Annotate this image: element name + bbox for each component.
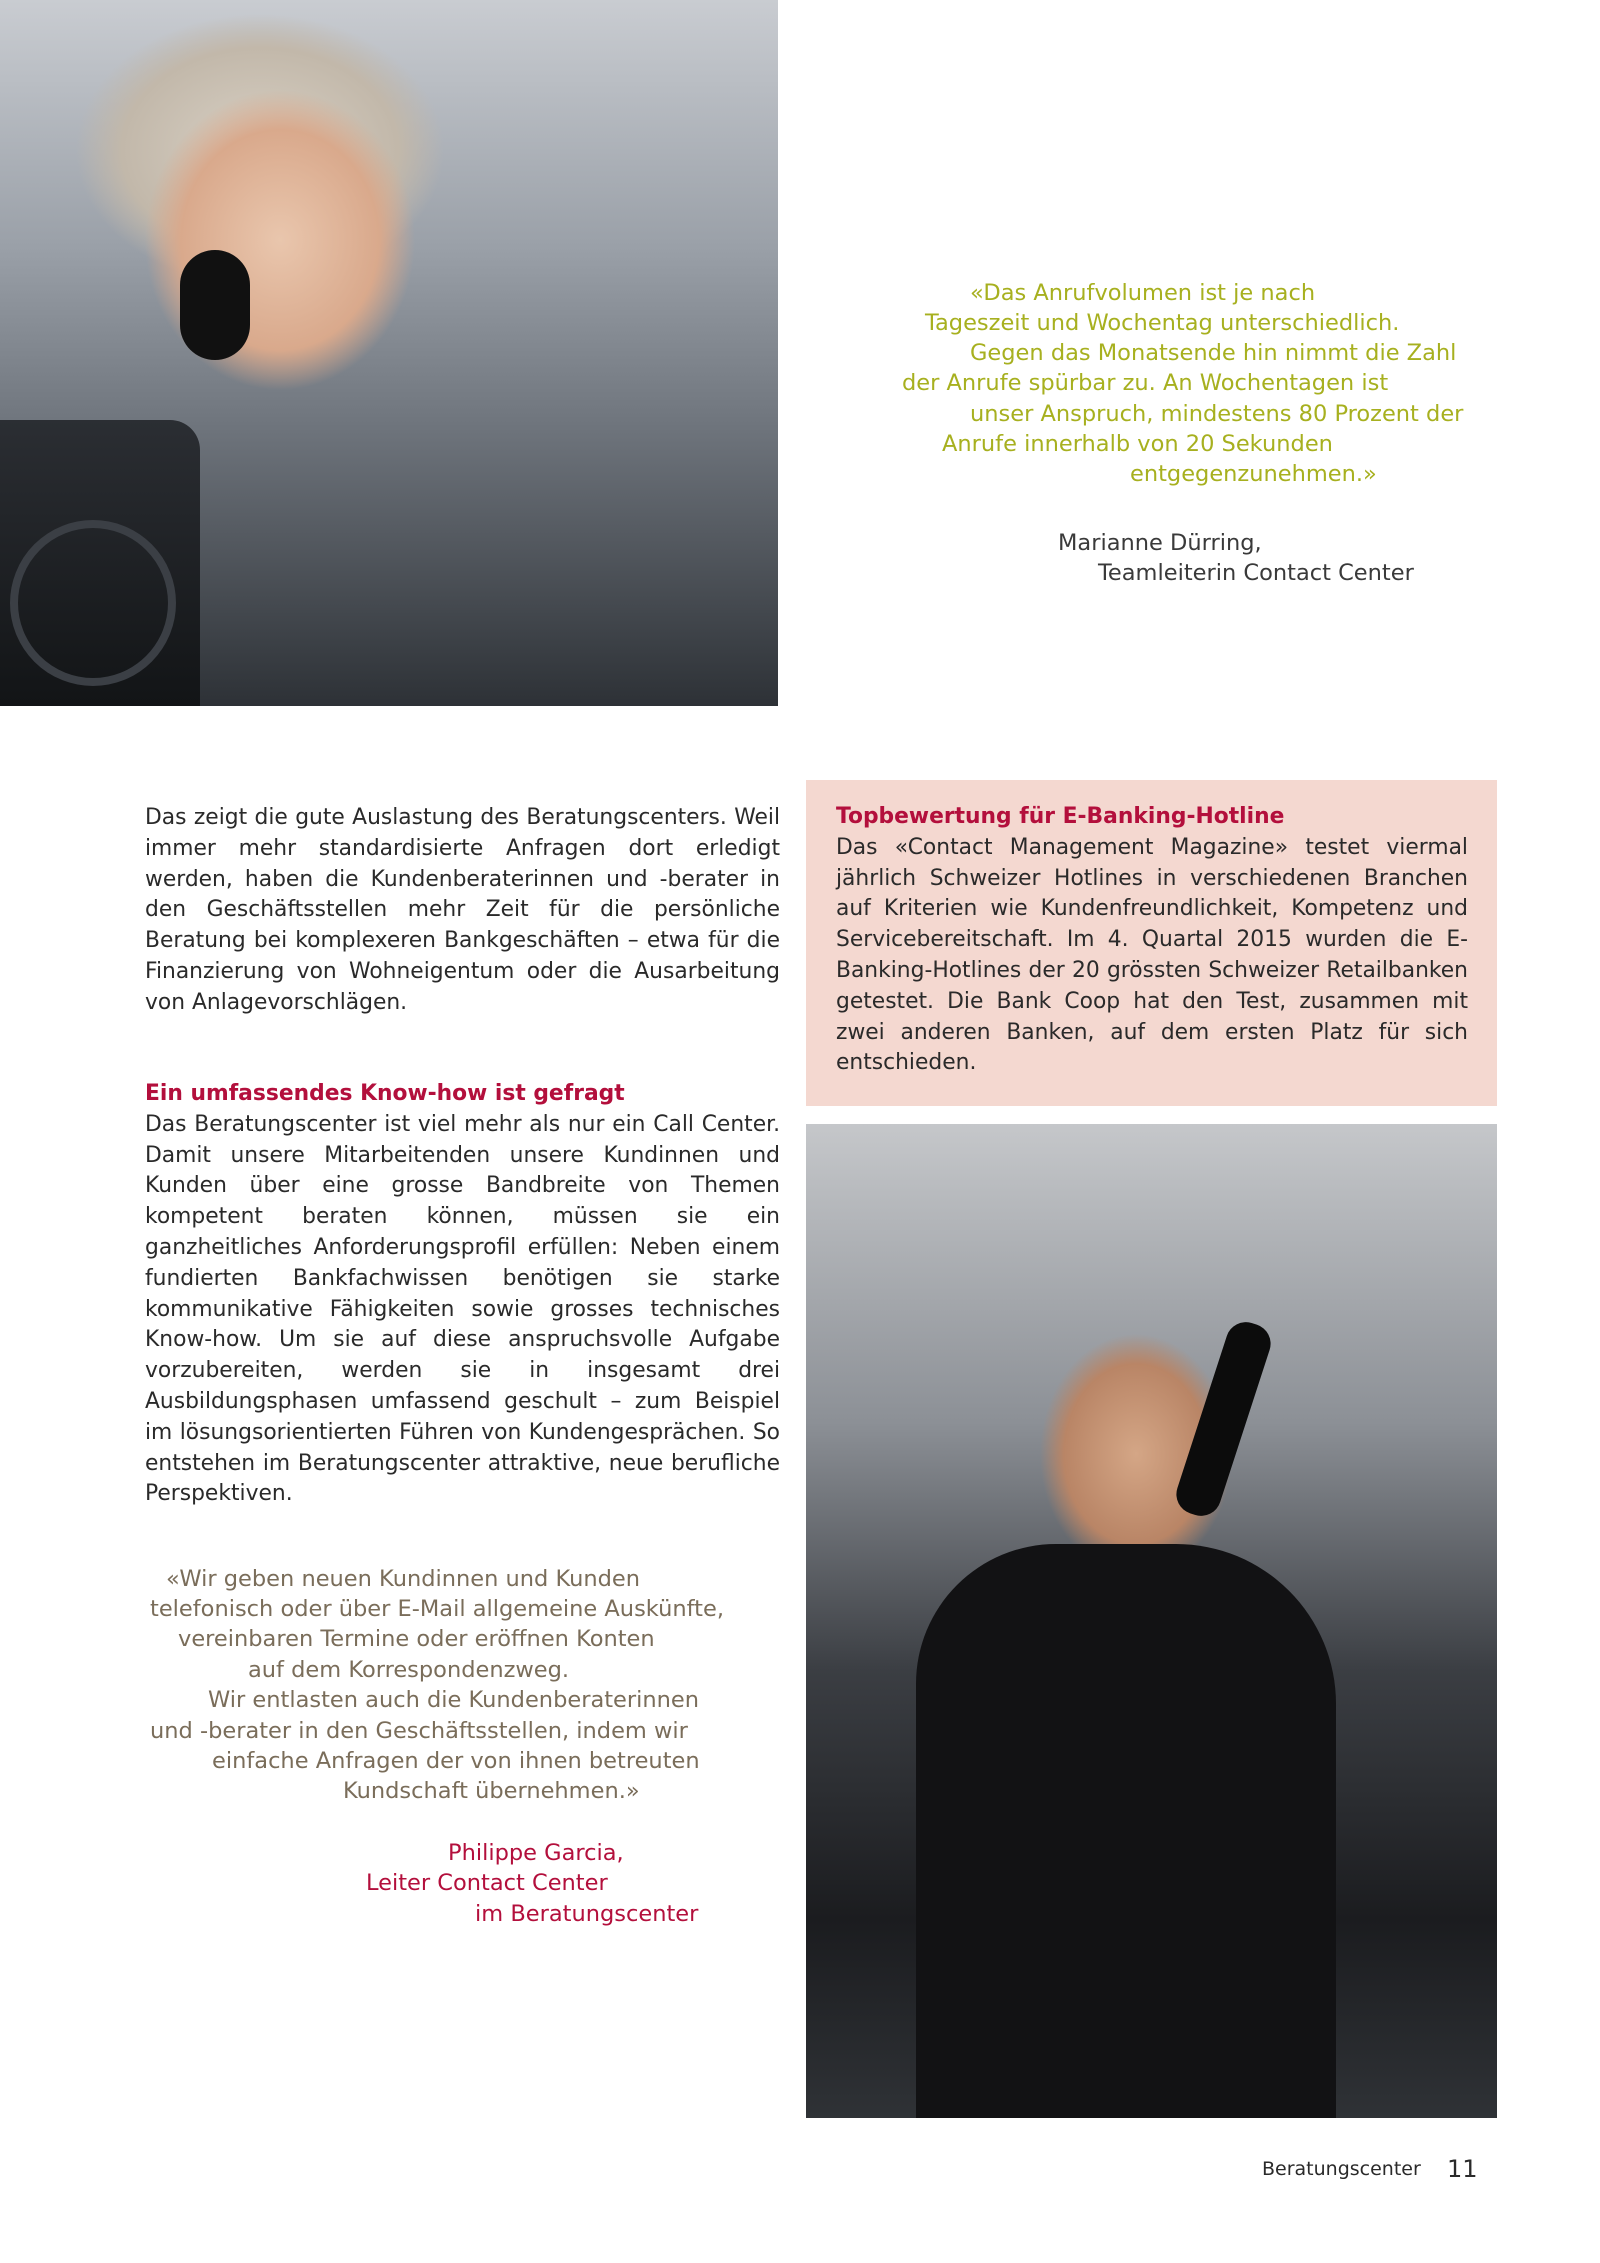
quote-top-line-7: entgegenzunehmen.» <box>1130 461 1377 487</box>
info-box-heading: Topbewertung für E-Banking-Hotline <box>836 804 1285 829</box>
quote-top-line-4: der Anrufe spürbar zu. An Wochentagen ist <box>902 370 1389 396</box>
quote-bottom-line-7: einfache Anfragen der von ihnen betreuten <box>212 1748 700 1774</box>
quote-top-line-6: Anrufe innerhalb von 20 Sekunden <box>942 431 1333 457</box>
quote-bottom-line-5: Wir entlasten auch die Kundenberaterinnen <box>208 1687 700 1713</box>
body-section-2 <box>145 1079 780 1510</box>
quote-top-line-5: unser Anspruch, mindestens 80 Prozent der <box>970 401 1464 427</box>
quote-bottom-line-1: «Wir geben neuen Kundinnen und Kunden <box>166 1566 641 1592</box>
quote-top-line-2: Tageszeit und Wochentag unterschiedlich. <box>925 310 1400 336</box>
quote-bottom-attribution-name: Philippe Garcia, <box>448 1840 624 1866</box>
section-heading: Ein umfassendes Know-how ist gefragt <box>145 1081 625 1106</box>
quote-top-attribution-name: Marianne Dürring, <box>1058 530 1262 556</box>
monitor-logo <box>10 520 176 686</box>
quote-top-attribution-role: Teamleiterin Contact Center <box>1098 560 1414 586</box>
photo-phone-agent <box>806 1124 1497 2118</box>
info-box-text: Das «Contact Management Magazine» testet viermal jährlich Schweizer Hotlines in verschiedenen Branchen auf Kriterien wie Kundenfreundlichkeit, Kompetenz und Servicebereitschaft. Im 4. Quartal 2015 wurden die E-Banking-Hotlines der 20 grössten Schweizer Retailbanken getestet. Die Bank Coop hat den Test, zusammen mit zwei anderen Banken, auf dem ersten Platz für sich entschieden. <box>836 834 1468 1076</box>
quote-bottom-line-3: vereinbaren Termine oder eröffnen Konten <box>178 1626 655 1652</box>
body-paragraph-1: Das zeigt die gute Auslastung des Beratungscenters. Weil immer mehr standardisierte Anfragen dort erledigt werden, haben die Kundenberaterinnen und -berater in den Geschäftsstellen mehr Zeit für die persönliche Beratung bei komplexeren Bankgeschäften – etwa für die Finanzierung von Wohneigentum oder die Ausarbeitung von Anlagevorschlägen. <box>145 805 780 1015</box>
body-paragraph-2: Das Beratungscenter ist viel mehr als nur ein Call Center. Damit unsere Mitarbeitenden unsere Kundinnen und Kunden über eine grosse Bandbreite von Themen kompetent beraten können, müssen sie ein ganzheitliches Anforderungsprofil erfüllen: Neben einem fundierten Bankfachwissen benötigen sie starke kommunikative Fähigkeiten sowie grosses technisches Know-how. Um sie auf diese anspruchsvolle Aufgabe vorzubereiten, werden sie in insgesamt drei Ausbildungsphasen umfassend geschult – zum Beispiel im lösungsorientierten Führen von Kundengesprächen. So entstehen im Beratungscenter attraktive, neue berufliche Perspektiven. <box>145 1111 780 1507</box>
footer-section-label: Beratungscenter <box>1262 2158 1421 2180</box>
quote-bottom-line-8: Kundschaft übernehmen.» <box>343 1778 640 1804</box>
info-box <box>806 780 1497 1106</box>
quote-bottom-line-2: telefonisch oder über E-Mail allgemeine Auskünfte, <box>150 1596 724 1622</box>
quote-bottom-attribution-role: Leiter Contact Center <box>366 1870 608 1896</box>
quote-bottom-line-6: und -berater in den Geschäftsstellen, indem wir <box>150 1718 688 1744</box>
quote-top-line-1: «Das Anrufvolumen ist je nach <box>970 280 1316 306</box>
suit-shape <box>916 1544 1336 2118</box>
phone-receiver-shape <box>1171 1317 1276 1521</box>
quote-top-line-3: Gegen das Monatsende hin nimmt die Zahl <box>970 340 1457 366</box>
quote-bottom-line-4: auf dem Korrespondenzweg. <box>248 1657 570 1683</box>
quote-bottom-attribution-dept: im Beratungscenter <box>475 1901 699 1927</box>
page-number: 11 <box>1447 2155 1478 2183</box>
headset-shape <box>180 250 250 360</box>
photo-headset-agent <box>0 0 778 706</box>
